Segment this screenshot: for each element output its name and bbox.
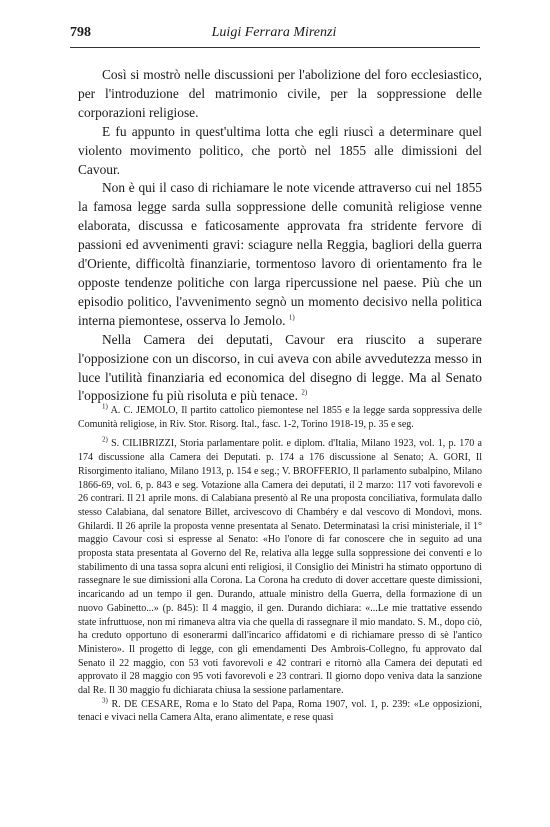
footnote-marker: 1): [102, 402, 108, 411]
footnote-marker: 2): [102, 436, 108, 445]
footnote-text: R. DE CESARE, Roma e lo Stato del Papa, Roma 1907, vol. 1, p. 239: «Le opposizioni, tenaci e vivaci nella Camera Alta, erano alimentate, e rese quasi: [78, 698, 483, 724]
footnote: [78, 698, 482, 725]
footnote-text: A. C. JEMOLO, Il partito cattolico piemontese nel 1855 e la legge sarda soppressiva delle Comunità religiose, in Riv. Stor. Risorg. Ital., fasc. 1-2, Torino 1918-19, p. 35 e seg.: [78, 405, 482, 430]
main-text: [78, 66, 482, 406]
footnote-marker: 3): [102, 696, 108, 705]
footnote-ref: 1): [288, 313, 295, 322]
footnote: [78, 404, 482, 431]
footnote-text: S. CILIBRIZZI, Storia parlamentare polit. e diplom. d'Italia, Milano 1923, vol. 1, p. 170 a 174 discussione alla Camera dei Deputati. p. 174 a 176 discussione al Senato; A. GORI, Il Risorgimento italiano, Milano 1913, p. 154 e seg.; V. BROFFERIO, Il parlamento subalpino, Milano 1866-69, vol. 6, p. 843 e seg. Votazione alla Camera dei deputati, il 2 marzo: 117 voti favorevoli e 26 contrari. Il 21 aprile mons. di Calabiana presentò al Re una proposta conciliativa, formulata dallo stesso Calabiana, dal senatore Billet, arcivescovo di Chambéry e dal vescovo di Mondovì, mons. Ghilardi. Il 26 aprile la proposta venne presentata al Senato. Determinatasi la crisi ministeriale, il 1° maggio Cavour così si espresse al Senato: «Ho l'onore di far conoscere che in seguito ad una proposta stata presentata al Governo del Re, relativa alla legge sulla soppressione dei conventi e lo stabilimento di una tassa sopra alcuni enti religiosi, il Consiglio dei Ministri ha stimato opportuno di rassegnare le sue dimissioni alla Corona. La Corona ha creduto di dover accettare queste dimissioni, incaricando ad un tempo il gen. Durando, attuale ministro della Guerra, della formazione di un nuovo Gabinetto...» (p. 845): Il 4 maggio, il gen. Durando dichiara: «...Le mie trattative essendo state infruttuose, non mi rimaneva altra via che quella di rassegnare il mio mandato. S. M., dopo ciò, ha creduto opportuno di esonerarmi dall'incarico affidatomi e di richiamare presso di sè l'antico Ministero». Il progetto di legge, con gli emendamenti Des Ambrois-Collegno, fu approvato dal Senato il 22 maggio, con 53 voti favorevoli e 42 contrari e ritornò alla Camera dei deputati ed approvato il 28 maggio con 95 voti favorevoli e 23 contrari. Il giorno dopo veniva data la sanzione dal Re. Il 30 maggio fu dichiarata chiusa la sessione parlamentare.: [78, 438, 482, 697]
footnote-ref: 2): [301, 388, 308, 397]
paragraph: E fu appunto in quest'ultima lotta che egli riuscì a determinare quel violento movimento politico, che portò nel 1855 alle dimissioni del Cavour.: [78, 123, 482, 177]
running-head: Luigi Ferrara Mirenzi: [211, 25, 337, 40]
header-rule: [70, 47, 480, 48]
paragraph-text: Nella Camera dei deputati, Cavour era riuscito a superare l'opposizione con un discorso, in cui aveva con abile avvedutezza messo in luce l'utilità finanziaria ed economica del disegno di legge. Ma al Senato l'opposizione fu più risoluta e più tenace.: [78, 331, 482, 404]
footnote: [78, 437, 482, 697]
page-header: [70, 25, 478, 43]
footnotes: [78, 404, 482, 725]
paragraph: Così si mostrò nelle discussioni per l'abolizione del foro ecclesiastico, per l'introduzione del matrimonio civile, per la soppressione delle corporazioni religiose.: [78, 67, 482, 120]
page-number: 798: [70, 25, 91, 40]
paragraph: [78, 179, 482, 330]
paragraph-text: Non è qui il caso di richiamare le note vicende attraverso cui nel 1855 la famosa legge sarda sulla soppressione delle comunità religiose venne elaborata, discussa e faticosamente approvata fra stridente fervore di passioni ed avvenimenti gravi: sciagure nella Reggia, bagliori della guerra d'Oriente, difficoltà finanziarie, tormentoso lavoro di orientamento fra le opposte tendenze politiche con larga ripercussione nel paese. Più che un episodio politico, l'avvenimento segnò un momento decisivo nella politica interna piemontese, osserva lo Jemolo.: [78, 180, 482, 328]
paragraph: [78, 331, 482, 407]
